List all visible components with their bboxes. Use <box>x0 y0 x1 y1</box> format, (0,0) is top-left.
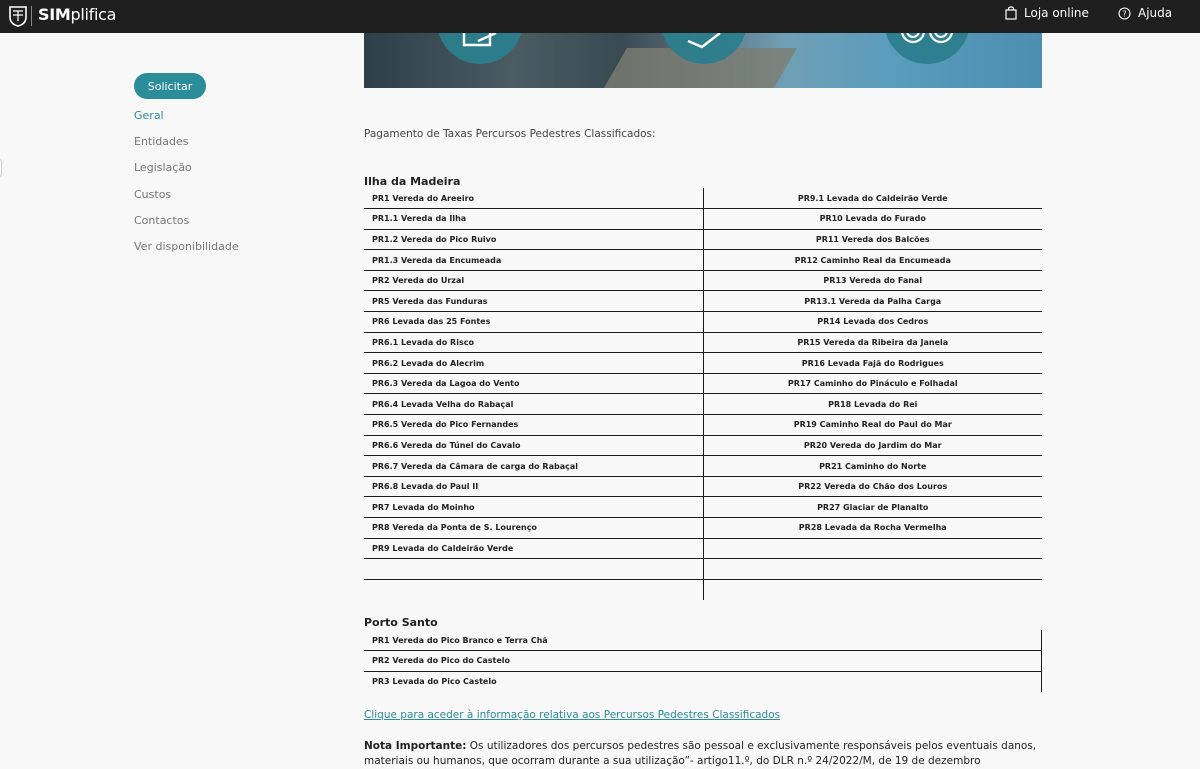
table-row <box>364 415 1042 436</box>
table-row <box>364 518 1042 539</box>
route-cell: PR12 Caminho Real da Encumeada <box>703 250 1042 271</box>
route-cell: PR6.4 Levada Velha do Rabaçal <box>364 394 703 415</box>
document-edit-icon <box>460 33 502 51</box>
note-text: Os utilizadores dos percursos pedestres são pessoal e exclusivamente responsáveis pelos eventuais danos, materiais ou humanos, que ocorram durante a sua utilização”- artigo11.º, do DLR n.º 24/2022/M, de 19 de dezembro <box>364 740 1037 767</box>
table-row <box>364 476 1042 497</box>
table-row <box>364 291 1042 312</box>
sidebar-item-ver-disponibilidade[interactable]: Ver disponibilidade <box>134 239 239 253</box>
table-row <box>364 435 1042 456</box>
route-cell: PR16 Levada Fajã do Rodrigues <box>703 353 1042 374</box>
help-circle-icon <box>1118 7 1131 20</box>
important-note <box>364 739 1042 769</box>
route-cell: PR20 Vereda do Jardim do Mar <box>703 435 1042 456</box>
payment-icon <box>686 33 722 49</box>
shop-label: Loja online <box>1024 6 1089 20</box>
sidebar-item-legislacao[interactable]: Legislação <box>134 161 192 175</box>
table-row <box>364 456 1042 477</box>
logo-text-rest: plifica <box>70 5 117 24</box>
route-cell: PR9 Levada do Caldeirão Verde <box>364 538 703 559</box>
sidebar <box>0 33 340 766</box>
main-content <box>364 33 1042 767</box>
route-cell: PR3 Levada do Pico Castelo <box>364 671 1042 692</box>
route-cell: PR19 Caminho Real do Paul do Mar <box>703 415 1042 436</box>
table-row <box>364 353 1042 374</box>
route-cell: PR6.5 Vereda do Pico Fernandes <box>364 415 703 436</box>
table-row <box>364 559 1042 580</box>
route-cell: PR1 Vereda do Pico Branco e Terra Chã <box>364 630 1042 651</box>
route-cell: PR22 Vereda do Chão dos Louros <box>703 476 1042 497</box>
route-cell: PR6.6 Vereda do Túnel do Cavalo <box>364 435 703 456</box>
route-cell: PR1.3 Vereda da Encumeada <box>364 250 703 271</box>
route-cell <box>703 538 1042 559</box>
table-row <box>364 394 1042 415</box>
sidebar-item-geral[interactable]: Geral <box>134 109 164 122</box>
route-cell: PR28 Levada da Rocha Vermelha <box>703 518 1042 539</box>
sidebar-nav <box>134 108 239 265</box>
route-cell: PR1.2 Vereda do Pico Ruivo <box>364 229 703 250</box>
table-row <box>364 538 1042 559</box>
route-cell: PR17 Caminho do Pináculo e Folhadal <box>703 373 1042 394</box>
sidebar-item-custos[interactable]: Custos <box>134 187 172 201</box>
route-cell: PR13.1 Vereda da Palha Carga <box>703 291 1042 312</box>
solicitar-button[interactable]: Solicitar <box>134 73 206 99</box>
route-cell: PR6.2 Levada do Alecrim <box>364 353 703 374</box>
route-cell: PR6.7 Vereda da Câmara de carga do Rabaçal <box>364 456 703 477</box>
top-bar <box>0 0 1200 33</box>
route-cell: PR11 Vereda dos Balcões <box>703 229 1042 250</box>
table-row <box>364 497 1042 518</box>
table-row <box>364 332 1042 353</box>
table-row <box>364 270 1042 291</box>
route-cell: PR2 Vereda do Urzal <box>364 270 703 291</box>
help-link[interactable] <box>1118 6 1172 20</box>
route-cell: PR1 Vereda do Areeiro <box>364 188 703 209</box>
route-cell: PR9.1 Levada do Caldeirão Verde <box>703 188 1042 209</box>
route-cell: PR10 Levada do Furado <box>703 209 1042 230</box>
table-row <box>364 229 1042 250</box>
routes-info-link[interactable]: Clique para aceder à informação relativa aos Percursos Pedestres Classificados <box>364 709 781 721</box>
table-row <box>364 209 1042 230</box>
route-cell: PR27 Glaciar de Planalto <box>703 497 1042 518</box>
route-cell: PR14 Levada dos Cedros <box>703 312 1042 333</box>
route-cell <box>703 559 1042 580</box>
intro-text: Pagamento de Taxas Percursos Pedestres Classificados: <box>364 128 656 140</box>
table-row <box>364 671 1042 692</box>
route-cell: PR6.1 Levada do Risco <box>364 332 703 353</box>
route-cell: PR21 Caminho do Norte <box>703 456 1042 477</box>
table-row <box>364 651 1042 672</box>
route-cell <box>364 559 703 580</box>
logo-divider <box>31 6 32 26</box>
table-row <box>364 188 1042 209</box>
route-cell <box>703 579 1042 600</box>
table-row <box>364 630 1042 651</box>
sidebar-item-entidades[interactable]: Entidades <box>134 135 189 149</box>
svg-text:?: ? <box>1122 8 1127 18</box>
edge-handle[interactable] <box>0 159 2 177</box>
logo-text-bold: SIM <box>38 5 71 24</box>
route-cell: PR6.8 Levada do Paul II <box>364 476 703 497</box>
route-cell: PR18 Levada do Rei <box>703 394 1042 415</box>
simplifica-logo[interactable] <box>38 5 116 24</box>
madeira-title: Ilha da Madeira <box>364 175 461 188</box>
table-row <box>364 373 1042 394</box>
sidebar-item-contactos[interactable]: Contactos <box>134 213 190 227</box>
help-label: Ajuda <box>1138 6 1173 20</box>
porto-santo-title: Porto Santo <box>364 616 438 629</box>
route-cell <box>364 579 703 600</box>
note-label: Nota Importante: <box>364 740 467 752</box>
table-row <box>364 312 1042 333</box>
shop-link[interactable] <box>1005 6 1089 20</box>
coins-icon <box>897 33 959 45</box>
route-cell: PR13 Vereda do Fanal <box>703 270 1042 291</box>
route-cell: PR5 Vereda das Funduras <box>364 291 703 312</box>
route-cell: PR2 Vereda do Pico do Castelo <box>364 651 1042 672</box>
shopping-bag-icon <box>1005 6 1017 20</box>
route-cell: PR1.1 Vereda da Ilha <box>364 209 703 230</box>
route-cell: PR7 Levada do Moinho <box>364 497 703 518</box>
madeira-routes-table <box>364 188 1042 600</box>
table-row <box>364 579 1042 600</box>
route-cell: PR15 Vereda da Ribeira da Janela <box>703 332 1042 353</box>
route-cell: PR6 Levada das 25 Fontes <box>364 312 703 333</box>
table-row <box>364 250 1042 271</box>
hero-banner <box>364 33 1042 88</box>
coat-of-arms-icon[interactable] <box>8 5 28 27</box>
route-cell: PR6.3 Vereda da Lagoa do Vento <box>364 373 703 394</box>
route-cell: PR8 Vereda da Ponta de S. Lourenço <box>364 518 703 539</box>
porto-santo-routes-table <box>364 630 1042 692</box>
